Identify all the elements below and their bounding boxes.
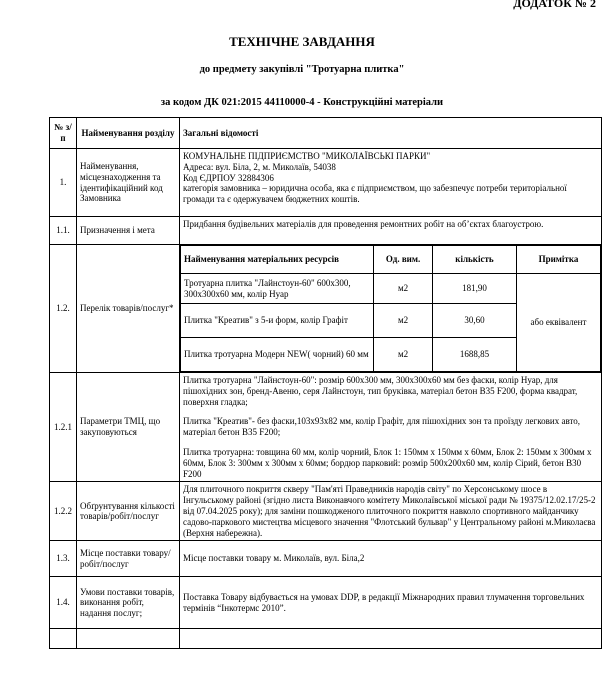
table-row: [50, 577, 602, 629]
row-info: [180, 373, 602, 482]
row-info: Для плиточного покриття скверу "Пам'яті Праведників народів світу" по Херсонському шосе в Інгульському районі (згідно листа Виконавчого комітету Миколаївської міської ради № 19375/12.02.17/25-2 від 07.04.2025 року); для заміни пошкодженого плиточного покриття навколо спортивного майданчику садово-паркового мистецтва місцевого значення "Флотський бульвар" у Центральному районі м.Миколаєва (Верхня набережна).: [180, 482, 602, 541]
header-section: Найменування розділу: [77, 118, 180, 149]
spec-paragraph: Плитка "Креатив"- без фаски,103х93х82 мм, колір Графіт, для пішохідних зон та проїзду легкових авто, матеріал бетон В35 F200;: [183, 416, 581, 438]
table-row: [50, 373, 602, 482]
goods-header-name: Найменування матеріальних ресурсів: [181, 246, 374, 274]
row-info: Придбання будівельних матеріалів для проведення ремонтних робіт на об’єктах благоустрою.: [180, 217, 602, 245]
row-section: Найменування, місцезнаходження та ідентифікаційний код Замовника: [77, 149, 180, 217]
table-row: [50, 149, 602, 217]
row-num: 1.3.: [50, 541, 77, 577]
row-num: 1.4.: [50, 577, 77, 629]
goods-name: Плитка тротуарна Модерн NEW( чорний) 60 мм: [181, 338, 374, 372]
header-num: № з/п: [50, 118, 77, 149]
goods-qty: 181,90: [432, 274, 516, 304]
customer-address: Адреса: вул. Біла, 2, м. Миколаїв, 54038: [183, 161, 336, 172]
customer-code: Код ЄДРПОУ 32884306: [183, 172, 274, 183]
goods-qty: 1688,85: [432, 338, 516, 372]
row-num: 1.2.2: [50, 482, 77, 541]
row-info: [180, 245, 602, 373]
specification-table: [49, 117, 602, 649]
goods-unit: м2: [374, 338, 433, 372]
customer-category: категорія замовника – юридична особа, яка є підприємством, що забезпечує потреби територіальної громади та є одержувачем бюджетних коштів.: [183, 183, 567, 205]
goods-name: Тротуарна плитка "Лайнстоун-60" 600х300, 300х300х60 мм, колір Нуар: [181, 274, 374, 304]
table-row: [50, 245, 602, 373]
row-section: Призначення і мета: [77, 217, 180, 245]
row-section: Умови поставки товарів, виконання робіт, надання послуг;: [77, 577, 180, 629]
row-num: 1.1.: [50, 217, 77, 245]
classification-code-line: за кодом ДК 021:2015 44110000-4 - Конструкційні матеріали: [160, 97, 444, 108]
row-num: 1.: [50, 149, 77, 217]
table-row: [50, 217, 602, 245]
goods-name: Плитка "Креатив" з 5-и форм, колір Графіт: [181, 304, 374, 338]
row-section: Місце поставки товару/робіт/послуг: [77, 541, 180, 577]
spec-paragraph: Плитка тротуарна "Лайнстоун-60": розмір 600х300 мм, 300х300х60 мм без фаски, колір Нуар, для пішохідних зон, бренд-Авеню, серя Лайнстоун, тип бруківка, матеріал бетон В35 F200, форма квадрат, поверхня гладка;: [183, 375, 578, 407]
customer-name: КОМУНАЛЬНЕ ПІДПРИЄМСТВО "МИКОЛАЇВСЬКІ ПАРКИ": [183, 151, 431, 161]
table-row: [50, 541, 602, 577]
goods-header-row: [181, 246, 601, 274]
row-section: Параметри ТМЦ, що закуповуються: [77, 373, 180, 482]
document-title: ТЕХНІЧНЕ ЗАВДАННЯ: [229, 34, 375, 49]
table-row: [50, 629, 602, 649]
table-row: [50, 482, 602, 541]
row-section: Перелік товарів/послуг*: [77, 245, 180, 373]
goods-unit: м2: [374, 304, 433, 338]
goods-header-unit: Од. вим.: [374, 246, 433, 274]
goods-table: [180, 245, 601, 372]
row-info: Місце поставки товару м. Миколаїв, вул. Біла,2: [180, 541, 602, 577]
row-section: Обґрунтування кількості товарів/робіт/послуг: [77, 482, 180, 541]
row-info: Поставка Товару відбувається на умовах DDP, в редакції Міжнародних правил тлумачення торговельних термінів “Інкотермс 2010”.: [180, 577, 602, 629]
document-subtitle: до предмету закупівлі "Тротуарна плитка": [199, 64, 405, 75]
goods-header-qty: кількість: [432, 246, 516, 274]
row-num: 1.2.1: [50, 373, 77, 482]
row-info: [180, 149, 602, 217]
table-header-row: [50, 118, 602, 149]
goods-header-note: Примітка: [516, 246, 600, 274]
goods-qty: 30,60: [432, 304, 516, 338]
appendix-label: ДОДАТОК № 2: [513, 0, 596, 10]
goods-note: або еквівалент: [516, 274, 600, 372]
row-num: 1.2.: [50, 245, 77, 373]
goods-row: [181, 274, 601, 304]
goods-unit: м2: [374, 274, 433, 304]
header-info: Загальні відомості: [180, 118, 602, 149]
spec-paragraph: Плитка тротуарна: товщина 60 мм, колір чорний, Блок 1: 150мм х 150мм х 60мм, Блок 2: 150мм х 300мм х 60мм, Блок 3: 300мм х 300мм х 60мм; бордюр парковий: розмір 500х200х60 мм, колір Сірий, бетон В30 F200: [183, 446, 592, 479]
